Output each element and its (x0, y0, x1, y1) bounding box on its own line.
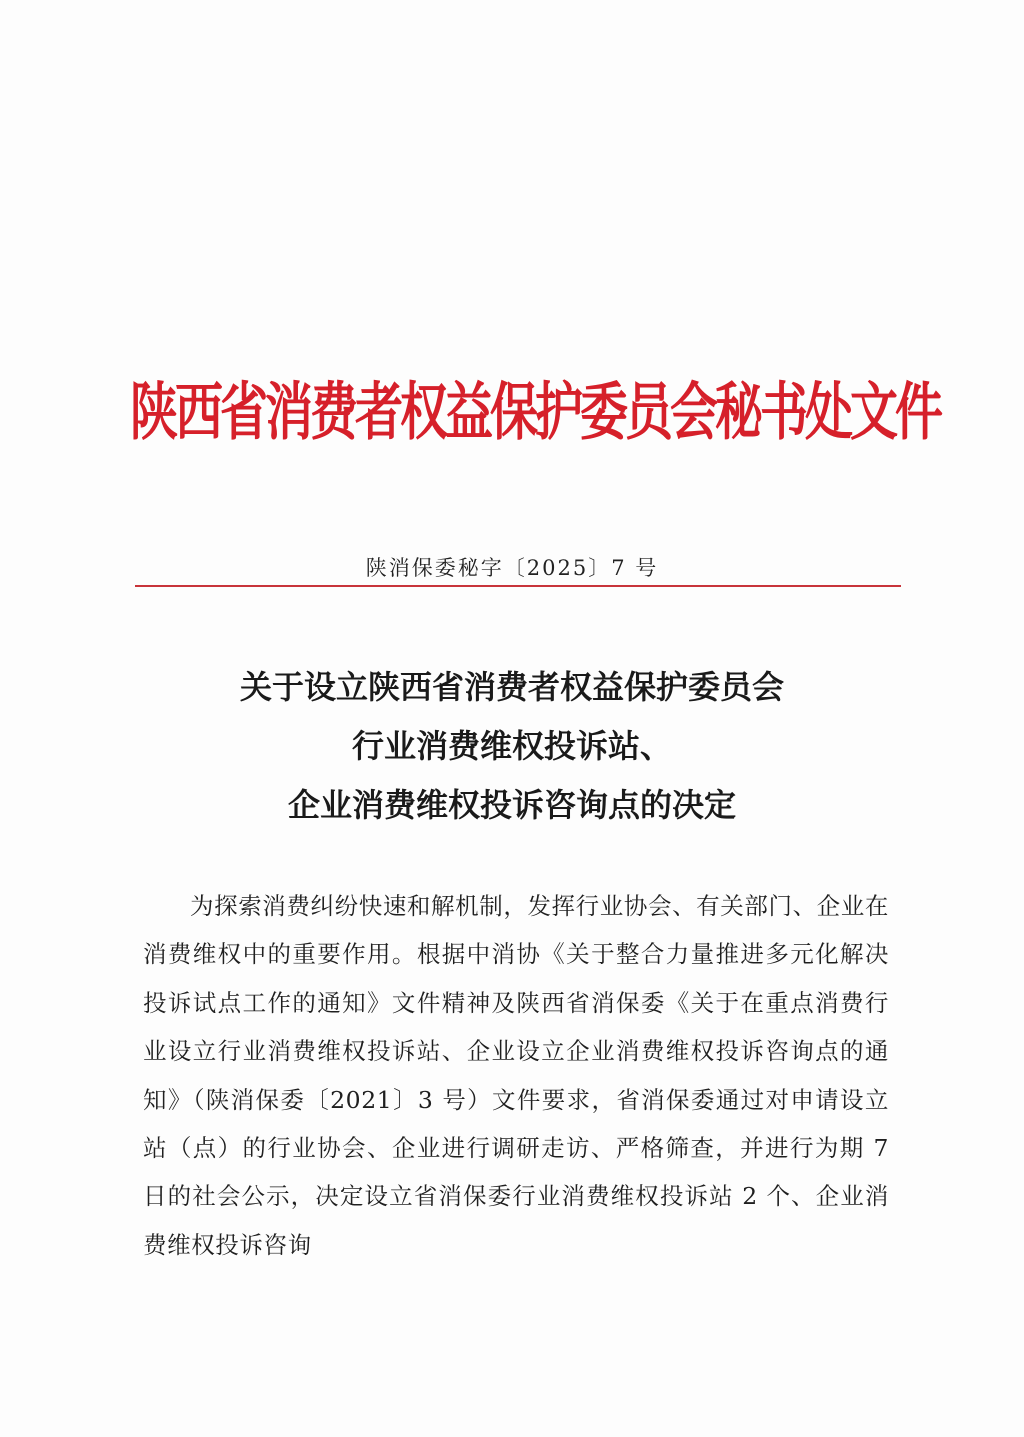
red-divider-rule (135, 585, 901, 587)
document-number: 陕消保委秘字〔2025〕7 号 (365, 556, 659, 580)
document-title-line-2: 行业消费维权投诉站、 (351, 727, 672, 765)
issuer-banner: 陕西省消费者权益保护委员会秘书处文件 (130, 376, 941, 450)
document-title-line-1: 关于设立陕西省消费者权益保护委员会 (239, 668, 784, 706)
body-paragraph: 为探索消费纠纷快速和解机制，发挥行业协会、有关部门、企业在消费维权中的重要作用。根据中消协《关于整合力量推进多元化解决投诉试点工作的通知》文件精神及陕西省消保委《关于在重点消费行业设立行业消费维权投诉站、企业设立企业消费维权投诉咨询点的通知》（陕消保委〔2021〕3 号）文件要求，省消保委通过对申请设立站（点）的行业协会、企业进行调研走访、严格筛查，并进行为期 7 日的社会公示，决定设立省消保委行业消费维权投诉站 2 个、企业消费维权投诉咨询 (143, 892, 889, 1259)
document-title-line-3: 企业消费维权投诉咨询点的决定 (287, 786, 736, 824)
